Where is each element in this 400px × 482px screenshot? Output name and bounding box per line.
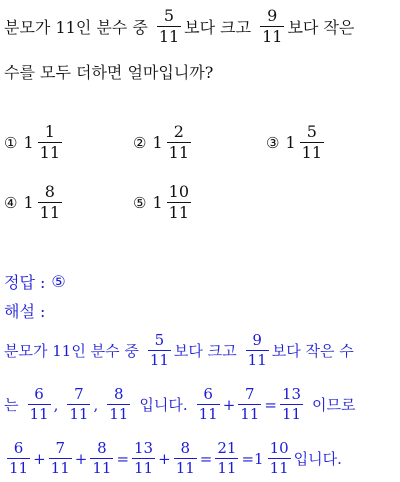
fraction: $\frac{5}{11}$ [149, 331, 169, 369]
option-2[interactable]: ② 1 $\frac{2}{11}$ [133, 122, 189, 162]
fraction: $\frac{8}{11}$ [39, 182, 60, 222]
option-3[interactable]: ③ 1 $\frac{5}{11}$ [266, 122, 322, 162]
option-marker: ⑤ [133, 193, 147, 212]
explanation-text: 입니다. [293, 450, 342, 468]
question-text: 보다 작은 [287, 18, 355, 37]
equals-sign: = [116, 449, 130, 468]
question-text: 보다 크고 [184, 18, 252, 37]
option-5[interactable]: ⑤ 1 $\frac{10}{11}$ [133, 182, 189, 222]
question-line-1 [4, 8, 354, 45]
plus-sign: + [158, 449, 171, 468]
fraction: $\frac{8}{11}$ [175, 439, 195, 477]
fraction: $\frac{5}{11}$ [158, 6, 180, 46]
fraction: $\frac{13}{11}$ [281, 385, 302, 423]
question-text: 분모가 11인 분수 중 [4, 18, 148, 37]
option-marker: ② [133, 133, 147, 152]
question-text: 수를 모두 더하면 얼마입니까? [4, 63, 214, 82]
explanation-line-2 [4, 387, 356, 422]
fraction: $\frac{21}{11}$ [217, 439, 237, 477]
fraction: $\frac{1}{11}$ [39, 122, 60, 162]
equals-sign: = [264, 395, 277, 414]
answer-label: 정답 : [4, 273, 46, 292]
comma: , [53, 395, 59, 414]
fraction: $\frac{9}{11}$ [247, 331, 267, 369]
fraction: $\frac{2}{11}$ [168, 122, 189, 162]
explanation-line-1 [4, 333, 354, 368]
fraction: $\frac{6}{11}$ [9, 439, 29, 477]
equals-sign: = [241, 449, 255, 468]
equals-sign: = [199, 449, 213, 468]
explanation-text: 이므로 [312, 396, 356, 414]
option-1[interactable]: ① 1 $\frac{1}{11}$ [4, 122, 60, 162]
explanation-text: 보다 크고 [173, 342, 237, 360]
option-marker: ④ [4, 193, 18, 212]
fraction: $\frac{8}{11}$ [92, 439, 112, 477]
fraction: $\frac{7}{11}$ [69, 385, 89, 423]
answer-line [4, 270, 66, 293]
fraction: $\frac{7}{11}$ [240, 385, 260, 423]
explanation-text: 는 [4, 396, 19, 414]
fraction: $\frac{5}{11}$ [301, 122, 322, 162]
fraction: $\frac{6}{11}$ [198, 385, 218, 423]
fraction: $\frac{7}{11}$ [50, 439, 70, 477]
option-4[interactable]: ④ 1 $\frac{8}{11}$ [4, 182, 60, 222]
answer-value: ⑤ [51, 272, 66, 291]
question-line-2 [4, 60, 213, 83]
fraction: $\frac{13}{11}$ [134, 439, 154, 477]
fraction: $\frac{8}{11}$ [109, 385, 129, 423]
explanation-label-line [4, 299, 45, 322]
option-marker: ③ [266, 133, 280, 152]
plus-sign: + [222, 395, 236, 414]
explanation-label: 해설 : [4, 302, 46, 321]
plus-sign: + [74, 449, 88, 468]
explanation-text: 보다 작은 수 [271, 342, 354, 360]
explanation-line-3 [4, 441, 342, 476]
comma: , [93, 395, 99, 414]
explanation-text: 입니다. [139, 396, 188, 414]
option-marker: ① [4, 133, 18, 152]
fraction: $\frac{10}{11}$ [168, 182, 189, 222]
fraction: $\frac{6}{11}$ [29, 385, 49, 423]
explanation-text: 분모가 11인 분수 중 [4, 342, 139, 360]
fraction: $\frac{9}{11}$ [262, 6, 283, 46]
fraction: $\frac{10}{11}$ [269, 439, 289, 477]
mixed-whole: 1 [254, 449, 264, 468]
plus-sign: + [33, 449, 46, 468]
